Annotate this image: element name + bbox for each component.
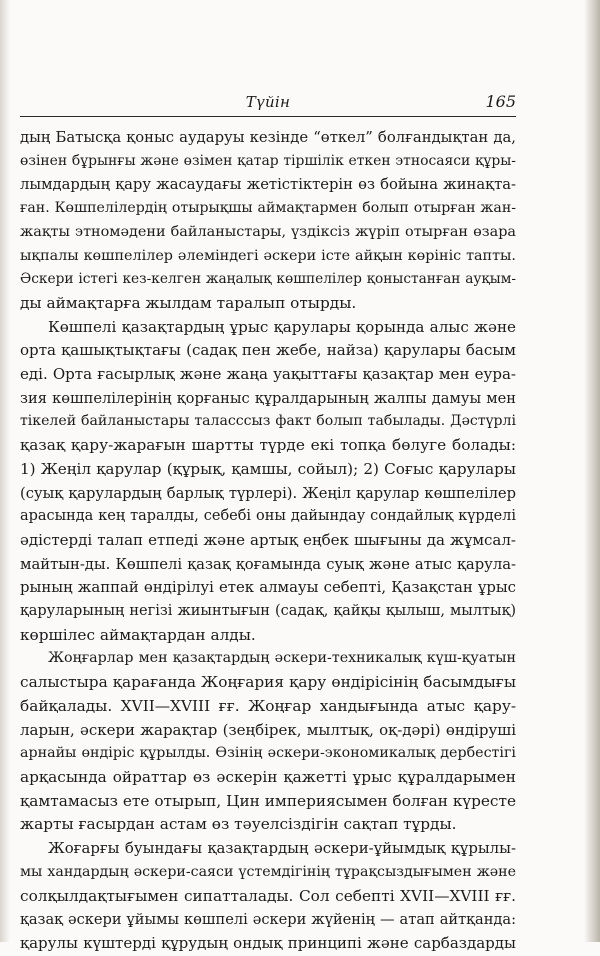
text-line: лымдардың қару жасаудағы жетістіктерін өз бойына жинақта- [20, 176, 516, 194]
text-line: солқылдақтығымен сипатталады. Сол себепті XVII—XVIII ғғ. [20, 886, 516, 905]
paragraph-first-line: Жоғарғы буындағы қазақтардың әскери-ұйымдық құрылы- [48, 839, 516, 858]
text-line: арасында кең таралды, себебі оны дайындау сондайлық күрделі [20, 508, 516, 525]
paragraph-first-line: Көшпелі қазақтардың ұрыс қарулары қорында алыс және [48, 317, 516, 336]
header-rule [20, 116, 516, 117]
text-line: қазақ қару-жарағын шартты түрде екі топқа бөлуге болады: [20, 436, 516, 455]
running-title: Түйін [245, 93, 291, 111]
page-edge [584, 0, 600, 942]
text-line: дың Батысқа қоныс аударуы кезінде “өткел” болғандықтан да, [20, 129, 516, 146]
text-line: еді. Орта ғасырлық және жаңа уақыттағы қазақтар мен еура- [20, 365, 516, 384]
text-line: өзінен бұрынғы және өзімен қатар тіршілік еткен этносаяси құры- [20, 152, 516, 169]
text-line: жарты ғасырдан астам өз тәуелсіздігін сақтап тұрды. [20, 815, 457, 834]
text-line: қарулы күштерді құрудың ондық принципі және сарбаздарды [20, 933, 516, 952]
text-line: зия көшпелілерінің қорғаныс құралдарының жалпы дамуы мен [20, 389, 516, 407]
text-line: майтын-ды. Көшпелі қазақ қоғамында суық және атыс қарула- [20, 555, 516, 573]
text-line: арнайы өндіріс құрылды. Өзінің әскери-экономикалық дербестігі [20, 745, 516, 762]
text-line: байқалады. XVII—XVIII ғғ. Жоңғар хандығында атыс қару- [20, 696, 516, 715]
body-text [20, 126, 516, 956]
page-gutter-shadow [0, 0, 10, 942]
text-line: (суық қарулардың барлық түрлері). Жеңіл қарулар көшпелілер [20, 484, 516, 502]
text-line: арқасында ойраттар өз әскерін қажетті ұрыс құралдарымен [20, 767, 516, 786]
text-line: орта қашықтықтағы (садақ пен жебе, найза) қарулары басым [20, 341, 516, 360]
running-header [20, 92, 516, 114]
text-line: салыстыра қарағанда Жоңғария қару өндірісінің басымдығы [20, 673, 516, 692]
text-line: Әскери істегі кез-келген жаңалық көшпелілер қоныстанған ауқым- [20, 271, 516, 288]
text-line: көршілес аймақтардан алды. [20, 625, 256, 644]
text-line: тікелей байланыстары таласссыз факт болып табылады. Дәстүрлі [20, 413, 516, 430]
text-line: рының жаппай өндірілуі етек алмауы себепті, Қазақстан ұрыс [20, 578, 516, 597]
page-number: 165 [485, 92, 516, 111]
text-line: ықпалы көшпелілер әлеміндегі әскери істе айқын көрініс тапты. [20, 247, 516, 264]
text-line: 1) Жеңіл қарулар (құрық, қамшы, сойыл); 2) Соғыс қарулары [20, 459, 516, 478]
text-line: жақты этномәдени байланыстары, үздіксіз жүріп отырған өзара [20, 223, 516, 240]
text-line: мы хандардың әскери-саяси үстемдігінің тұрақсыздығымен және [20, 863, 516, 880]
text-line: ған. Көшпелілердің отырықшы аймақтармен болып отырған жан- [20, 200, 516, 217]
text-line: ларын, әскери жарақтар (зеңбірек, мылтық, оқ-дәрі) өндіруші [20, 720, 516, 739]
paragraph-first-line: Жоңғарлар мен қазақтардың әскери-техникалық күш-қуатын [48, 650, 516, 667]
text-line: ды аймақтарға жылдам таралып отырды. [20, 293, 357, 312]
text-line: қамтамасыз ете отырып, Цин империясымен болған күресте [20, 791, 516, 810]
text-line: қаруларының негізі жиынтығын (садақ, қайқы қылыш, мылтық) [20, 603, 516, 620]
text-line: әдістерді талап етпеді және артық еңбек шығыны да жұмсал- [20, 530, 516, 549]
text-line: қазақ әскери ұйымы көшпелі әскери жүйенің — атап айтқанда: [20, 911, 516, 929]
